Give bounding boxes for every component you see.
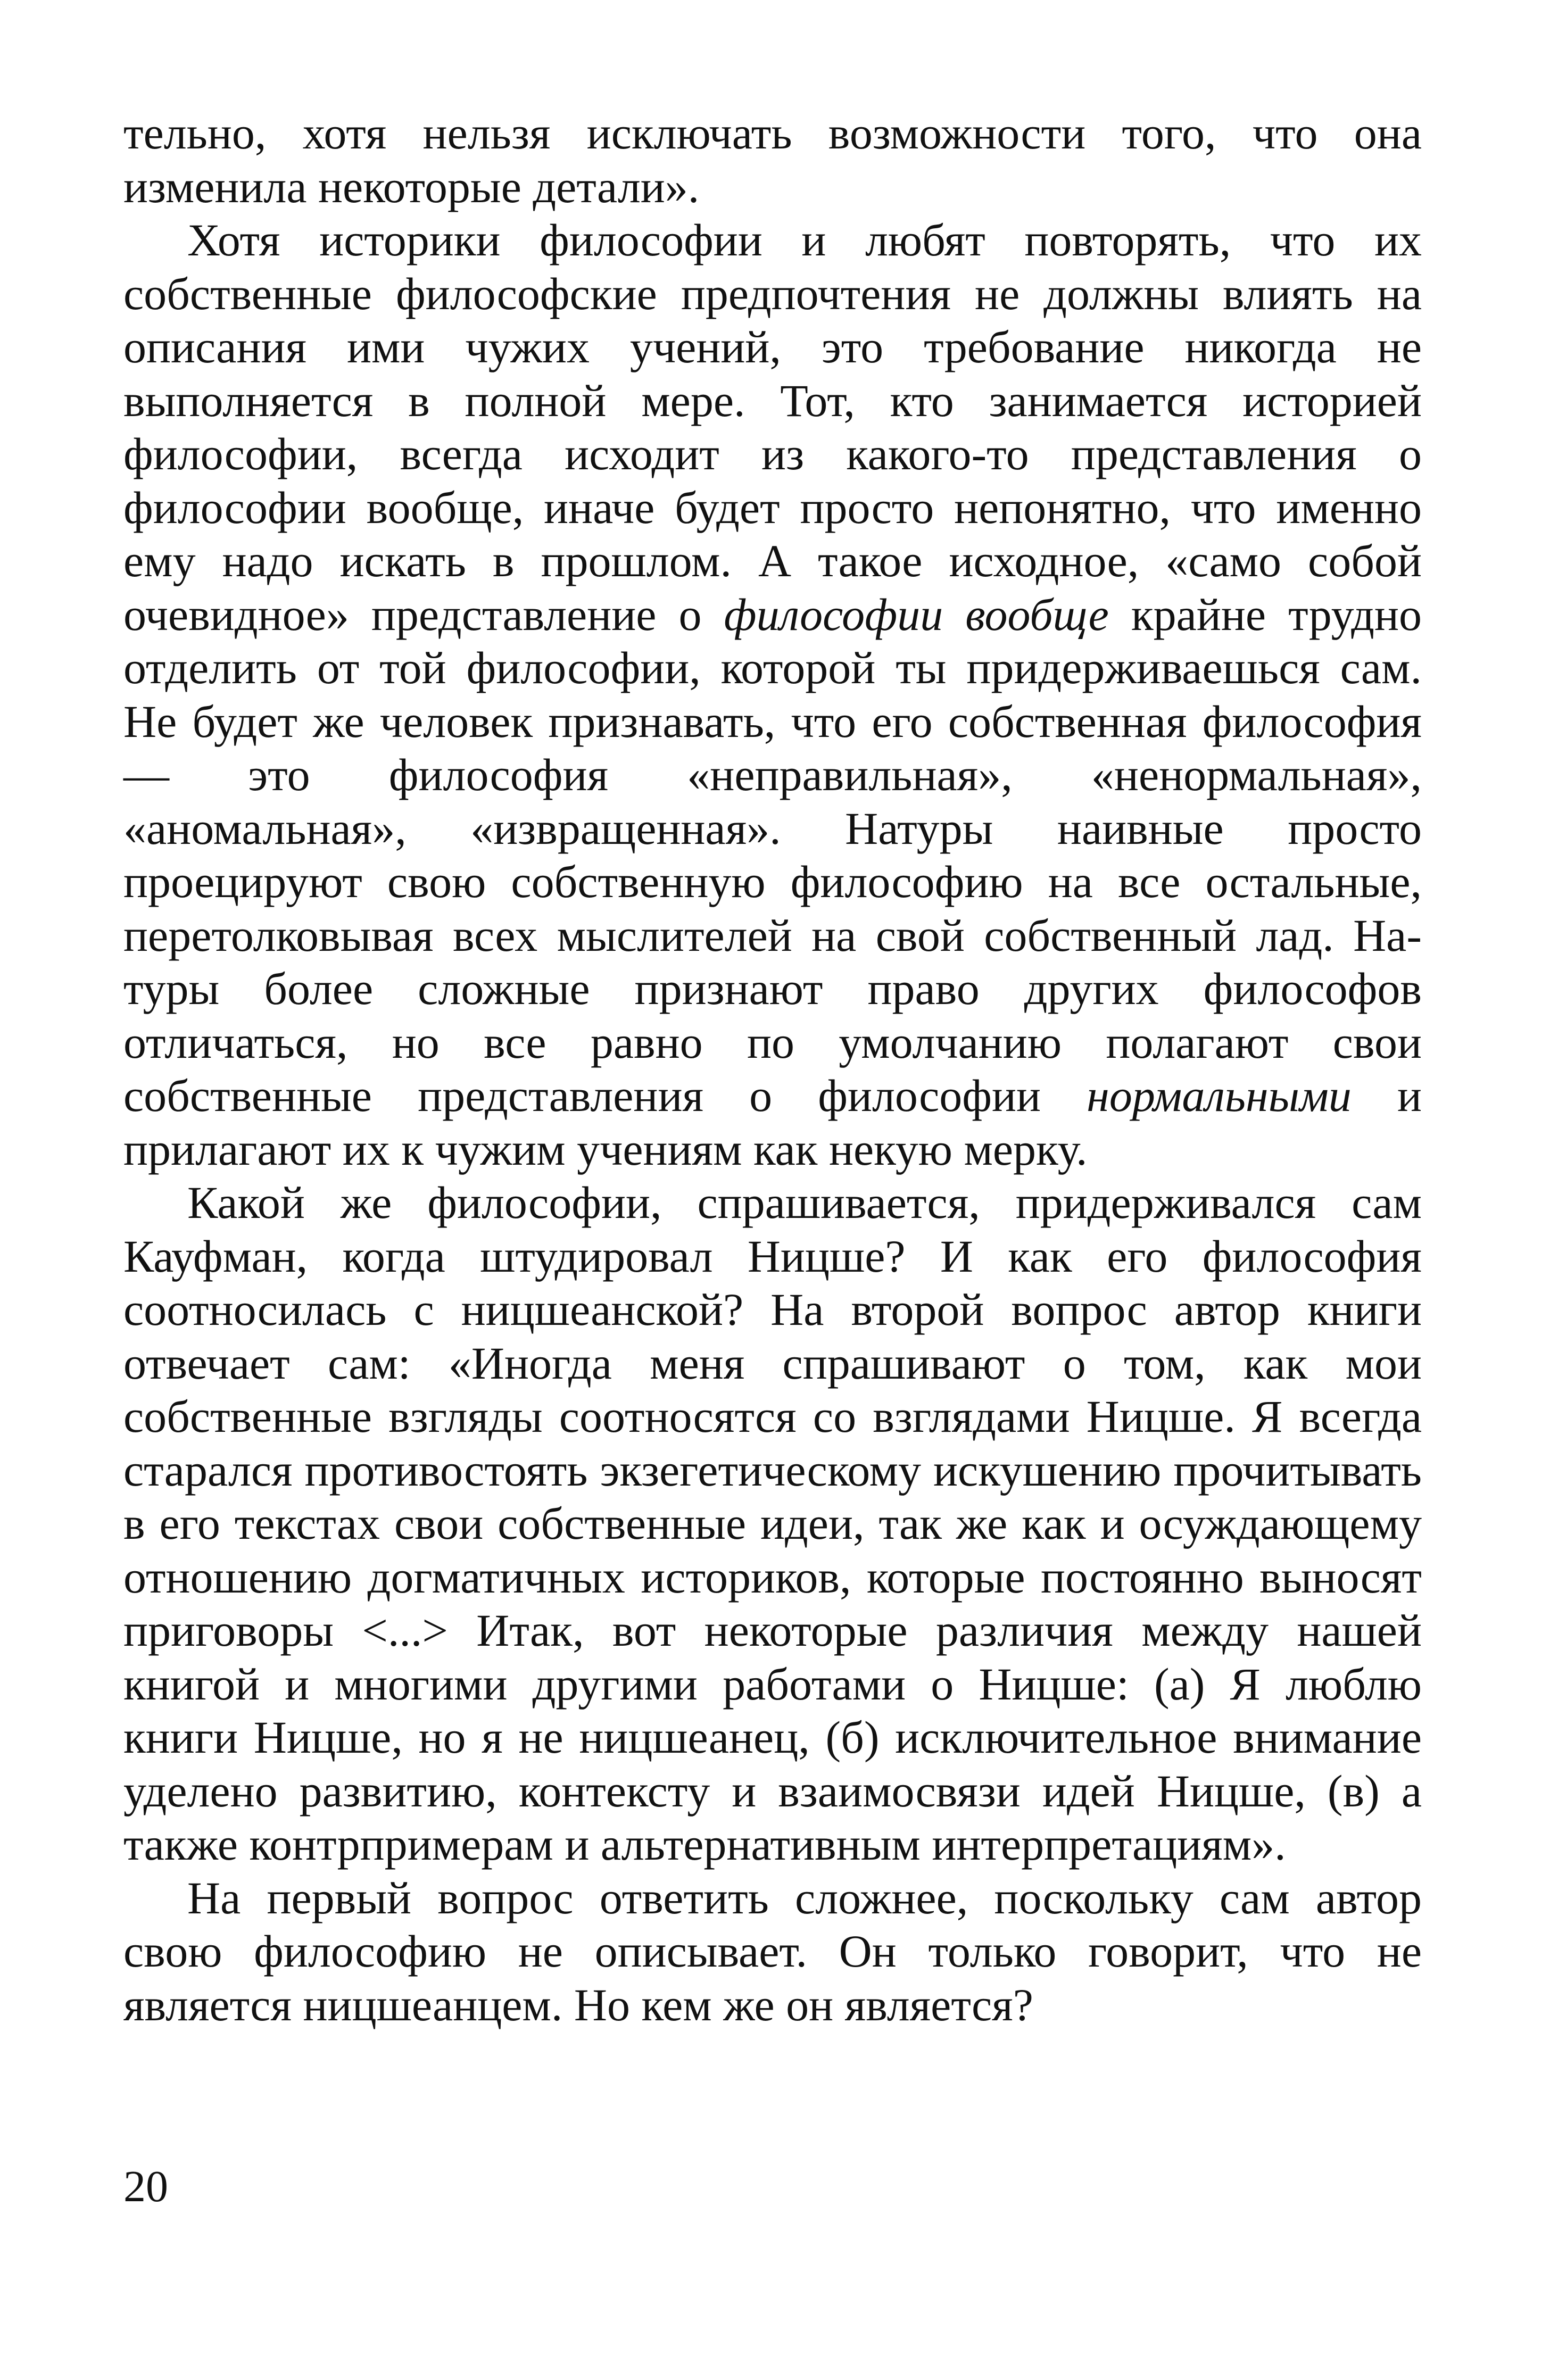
paragraph-1 xyxy=(123,106,1422,213)
paragraph-2-emphasis-1: философии вообще xyxy=(724,588,1109,640)
paragraph-4-run-1: На первый вопрос ответить сложнее, поскольку сам автор свою философию не описывает. Он только говорит, что не является ницшеанцем. Но кем же он является? xyxy=(123,1872,1422,2030)
paragraph-2-run-5: и прилагают их к чужим учениям как некую мерку. xyxy=(123,1070,1422,1175)
paragraph-2-run-1: Хотя историки философии и любят повторять, что их собственные философские предпочтения не должны влиять на описания ими чужих учений, это требование никогда не выполняется в полной мере. Тот, кто занимается историей философии, всегда исходит из какого-то представления о философии вообще, иначе будет просто непонятно, что именно ему надо искать в прошлом. А такое исходное, «само собой очевидное» представление о xyxy=(123,214,1422,640)
page-number: 20 xyxy=(123,2162,168,2211)
page-body xyxy=(123,106,1422,2031)
paragraph-3 xyxy=(123,1176,1422,1871)
paragraph-3-run-1: Какой же философии, спрашивается, придерживался сам Кауфман, когда штудировал Ницше? И как его философия соотносилась с ницшеанской? На второй вопрос автор книги отвечает сам: «Иногда меня спрашивают о том, как мои собственные взгляды соотносятся со взглядами Ницше. Я всегда старался противостоять экзегетическому искушению прочитывать в его текстах свои собственные идеи, так же как и осуждающему отношению догматичных историков, которые постоянно выносят приговоры <...> Итак, вот некоторые различия между нашей книгой и многими другими работами о Ницше: (а) Я люблю книги Ницше, но я не ницшеанец, (б) исключительное внимание уделено развитию, контексту и взаимосвязи идей Ницше, (в) а также контрпримерам и альтернативным интерпретациям». xyxy=(123,1177,1422,1870)
paragraph-2 xyxy=(123,213,1422,1176)
paragraph-1-run-1: тельно, хотя нельзя исключать возможности того, что она изменила некоторые детали». xyxy=(123,107,1422,212)
paragraph-2-run-3: крайне трудно отделить от той философии, которой ты придерживаешься сам. Не будет же человек признавать, что его собственная философия — это философия «неправильная», «ненормальная», «аномальная», «извращенная». Натуры наивные просто проецируют свою собственную философию на все остальные, перетолковывая всех мыслителей на свой собственный лад. Натуры более сложные признают право других философов отличаться, но все равно по умолчанию полагают свои собственные представления о философии xyxy=(123,588,1422,1121)
paragraph-2-emphasis-2: нормальными xyxy=(1087,1070,1352,1121)
paragraph-4 xyxy=(123,1871,1422,2032)
